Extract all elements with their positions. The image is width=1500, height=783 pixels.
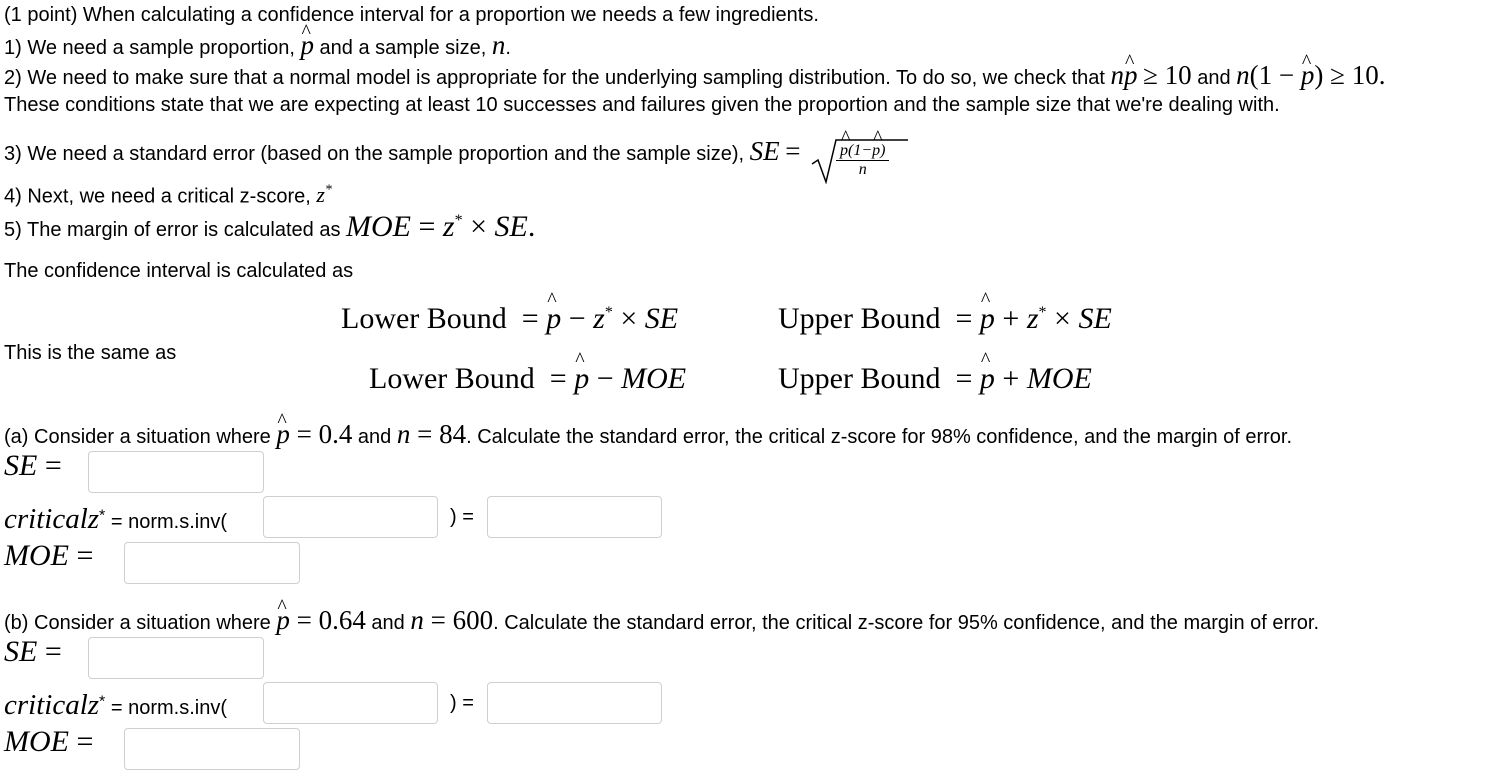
lower-bound-formula-2: Lower Bound = p ^ − MOE bbox=[369, 362, 686, 396]
part-b-se-input[interactable] bbox=[88, 637, 264, 679]
intro-line-6 bbox=[4, 178, 332, 209]
phat-symbol: p ^ bbox=[300, 32, 314, 58]
part-a-close-paren: ) = bbox=[450, 506, 474, 528]
intro-line-3 bbox=[4, 62, 1385, 91]
upper-bound-formula-1: Upper Bound = p ^ + z* × SE bbox=[778, 302, 1112, 336]
part-a-p-value: 0.4 bbox=[318, 419, 353, 449]
part-b-se-label: SE = bbox=[4, 635, 62, 668]
intro-line-5: 3) We need a standard error (based on the sample proportion and the sample size), SE = $\frac{p \^{}(1-p \^{})}{n}$ bbox=[4, 138, 889, 181]
part-b-p-value: 0.64 bbox=[318, 605, 366, 635]
n-1-phat-formula: n(1 − p ^) ≥ 10. bbox=[1236, 60, 1385, 90]
ge-10-formula: ≥ 10 bbox=[1143, 60, 1192, 90]
part-b-z-arg-input[interactable] bbox=[263, 682, 438, 724]
part-a-text-b: . Calculate the standard error, the critical z-score for 98% confidence, and the margin of error. bbox=[466, 426, 1293, 448]
same-as-text: This is the same as bbox=[4, 342, 177, 364]
part-a-critical-text: criticalz bbox=[4, 503, 100, 535]
part-a-norm-text: = norm.s.inv( bbox=[105, 511, 227, 533]
part-b-close-paren: ) = bbox=[450, 692, 474, 714]
intro-line-6-text: 4) Next, we need a critical z-score, bbox=[4, 185, 311, 208]
intro-line-2: 1) We need a sample proportion, p ^ and a sample size, n. bbox=[4, 32, 511, 61]
part-b-text-b: . Calculate the standard error, the critical z-score for 95% confidence, and the margin of error. bbox=[493, 612, 1320, 634]
part-b-n-value: 600 bbox=[452, 605, 494, 635]
intro-line-7-text: 5) The margin of error is calculated as bbox=[4, 219, 341, 241]
part-b-moe-label: MOE = bbox=[4, 725, 94, 758]
part-b-moe-input[interactable] bbox=[124, 728, 300, 770]
part-b-critical-label: criticalz* = norm.s.inv( bbox=[4, 689, 227, 721]
se-formula: SE bbox=[749, 136, 780, 166]
part-a-moe-input[interactable] bbox=[124, 542, 300, 584]
part-b-question: (b) Consider a situation where p ^ = 0.64 and n = 600. Calculate the standard error, the critical z-score for 95% confidence, and the margin of error. bbox=[4, 607, 1319, 636]
intro-line-7 bbox=[4, 208, 535, 243]
intro-line-2-text-b: and a sample size, bbox=[319, 37, 487, 59]
part-a-z-arg-input[interactable] bbox=[263, 496, 438, 538]
part-a-moe-label: MOE = bbox=[4, 539, 94, 572]
part-a-and: and bbox=[357, 426, 392, 448]
sqrt-formula: $\frac{p \^{}(1-p \^{})}{n}$ bbox=[810, 142, 889, 181]
n-symbol: n bbox=[491, 30, 506, 60]
intro-line-2-text-a: 1) We need a sample proportion, bbox=[4, 37, 295, 59]
part-a-n-value: 84 bbox=[439, 419, 467, 449]
part-b-z-input[interactable] bbox=[487, 682, 662, 724]
part-b-critical-text: criticalz bbox=[4, 689, 100, 721]
ci-text: The confidence interval is calculated as bbox=[4, 260, 354, 282]
part-b-and: and bbox=[371, 612, 405, 634]
intro-line-4: These conditions state that we are expecting at least 10 successes and failures given the proportion and the sample size that we're dealing with. bbox=[4, 94, 1280, 116]
lower-bound-formula-1: Lower Bound = p ^ − z* × SE bbox=[341, 302, 678, 336]
part-a-critical-label: criticalz* = norm.s.inv( bbox=[4, 503, 227, 535]
moe-formula: MOE = z* × SE. bbox=[346, 210, 536, 243]
intro-line-5-text: 3) We need a standard error (based on the sample proportion and the sample size), bbox=[4, 143, 745, 165]
upper-bound-formula-2: Upper Bound = p ^ + MOE bbox=[778, 362, 1092, 396]
part-b-norm-text: = norm.s.inv( bbox=[105, 697, 227, 719]
part-a-text-a: (a) Consider a situation where bbox=[4, 426, 271, 448]
part-a-z-input[interactable] bbox=[487, 496, 662, 538]
part-a-question: (a) Consider a situation where p ^ = 0.4 and n = 84. Calculate the standard error, the critical z-score for 98% confidence, and the margin of error. bbox=[4, 421, 1292, 450]
intro-line-3-text-a: 2) We need to make sure that a normal model is appropriate for the underlying sampling distribution. To do so, we check that bbox=[4, 67, 1105, 89]
zstar-symbol: z* bbox=[316, 182, 332, 208]
part-a-se-label: SE = bbox=[4, 449, 62, 482]
sqrt-sign-icon bbox=[810, 136, 910, 184]
part-a-se-input[interactable] bbox=[88, 451, 264, 493]
intro-line-3-text-b: and bbox=[1197, 67, 1231, 89]
part-b-text-a: (b) Consider a situation where bbox=[4, 612, 271, 634]
intro-line-1: (1 point) When calculating a confidence interval for a proportion we needs a few ingredients. bbox=[4, 4, 819, 26]
n-phat-formula: np ^ bbox=[1111, 60, 1138, 90]
